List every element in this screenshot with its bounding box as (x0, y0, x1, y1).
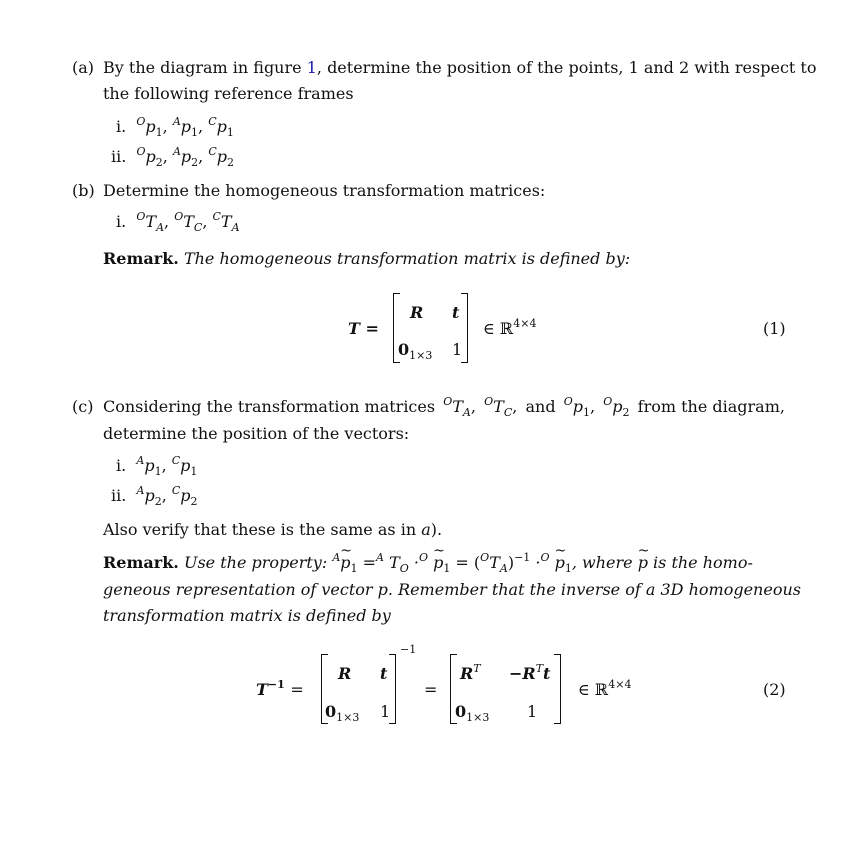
inv-matrix-one: 1 (380, 702, 391, 721)
result-bracket-right (554, 654, 561, 724)
frame-sup: C (208, 115, 217, 128)
eq2-equals: = (424, 680, 438, 699)
part-c-text: Considering the transformation matrices (103, 397, 436, 416)
remark-label: Remark. (103, 249, 179, 268)
eq1-space (483, 319, 536, 338)
frame-sup: O (136, 145, 146, 158)
vector-p: p (145, 147, 156, 166)
eq2-number: (2) (763, 680, 786, 699)
frame-sup: O (136, 210, 146, 223)
vector-p: p (180, 147, 192, 166)
inv-matrix-t: t (380, 664, 388, 683)
remark-label: Remark. (103, 553, 179, 572)
vector-p: p (180, 117, 192, 136)
inv-exponent: −1 (400, 643, 417, 656)
part-c-line-2: determine the position of the vectors: (103, 424, 410, 443)
vector-p: p (216, 147, 227, 166)
result-RT: $R^T$ (460, 662, 481, 683)
matrix-T: T (183, 212, 194, 231)
item-label: i. (116, 117, 127, 136)
part-c-item-1: i. $^Ap_1$, $^Cp_1$ (116, 454, 198, 478)
inv-matrix-zero: $0_{1\times 3}$ (325, 702, 360, 724)
matrix-sub: A (231, 221, 240, 234)
p-tilde: ~ p (638, 553, 648, 572)
part-a-text-post: , determine the position of the points, 1 and 2 with respect to (316, 58, 817, 77)
part-c-label: (c) (72, 397, 94, 416)
part-a-line-2: the following reference frames (103, 84, 354, 103)
matrix-sub: A (156, 221, 165, 234)
item-label: i. (116, 212, 127, 231)
verify-text: Also verify that these is the same as in (103, 520, 417, 539)
vector-sub: 1 (155, 126, 163, 139)
figure-link[interactable]: 1 (306, 58, 317, 77)
matrix-OTA: $^OT_A$, (443, 395, 476, 419)
eq2-lhs: $T^{-1}$ = (256, 678, 304, 699)
lhs-T: T (256, 680, 268, 699)
verify-line (103, 520, 442, 539)
part-a-item-1: i. $^Op_1$, $^Ap_1$, $^Cp_1$ (116, 115, 234, 139)
frame-sup: O (174, 210, 184, 223)
part-b-item-1: i. $^OT_A$, $^OT_C$, $^CT_A$ (116, 210, 240, 234)
matrix-t: t (452, 303, 460, 322)
remark-text: The homogeneous transformation matrix is defined by: (183, 249, 631, 268)
frame-sup: C (208, 145, 217, 158)
result-neg-RTt: $-R^Tt$ (509, 662, 551, 683)
vector-sub: 1 (191, 126, 199, 139)
property-equation: $^A$~ $p_1 =^A$ $T_O \cdot^O$ ~ $p_1 = (^OT_A)^{-1} \cdot^O$ ~ $p_1$ (332, 553, 572, 572)
matrix-sub: C (193, 221, 203, 234)
part-c-item-2: ii. $^Ap_2$, $^Cp_2$ (111, 484, 198, 508)
part-b-label: (b) (72, 181, 95, 200)
eq2-space: ∈ ℝ$^{4\times 4}$ (578, 678, 632, 699)
vector-sub: 2 (155, 156, 163, 169)
from-text: from the diagram, (637, 397, 785, 416)
remark-2-line-1 (103, 551, 785, 575)
frame-sup: A (172, 115, 181, 128)
part-a-line-1 (103, 58, 816, 77)
matrix-T: T (220, 212, 232, 231)
lhs-exp: −1 (267, 678, 285, 691)
remark-where: , where (571, 553, 633, 572)
inv-matrix-R: R (338, 664, 352, 683)
vector-Op1: $^Op_1$, (563, 395, 596, 419)
remark-2-line-2: geneous representation of vector p. Remember that the inverse of a 3D homogeneous (103, 580, 801, 599)
vector-sub: 1 (226, 126, 234, 139)
matrix-one: 1 (452, 340, 463, 359)
frame-sup: A (172, 145, 181, 158)
eq1-lhs: T = (348, 319, 379, 338)
space-exp: 4×4 (513, 317, 537, 330)
and-word: and (525, 397, 556, 416)
matrix-OTC: $^OT_C$, (484, 395, 518, 419)
remark-2-line-3: transformation matrix is defined by (103, 606, 391, 625)
remark-use: Use the property: (183, 553, 328, 572)
vector-sub: 2 (191, 156, 199, 169)
verify-post: ). (430, 520, 443, 539)
item-label: ii. (111, 486, 127, 505)
part-a-text-pre: By the diagram in figure (103, 58, 302, 77)
vector-p: p (145, 117, 156, 136)
part-a-label: (a) (72, 58, 95, 77)
result-one: 1 (527, 702, 538, 721)
remark-1 (103, 249, 630, 268)
vector-sub: 2 (227, 156, 234, 169)
frame-sup: C (212, 210, 221, 223)
space-symbol: ∈ ℝ (483, 319, 514, 338)
remark-homo: is the homo- (653, 553, 753, 572)
vector-p: p (216, 117, 227, 136)
item-label: ii. (111, 147, 127, 166)
verify-ref: a (421, 520, 431, 539)
part-a-item-2: ii. $^Op_2$, $^Ap_2$, $^Cp_2$ (111, 145, 234, 169)
part-b-text: Determine the homogeneous transformation matrices: (103, 181, 546, 200)
part-c-line-1 (103, 395, 785, 419)
item-label: i. (116, 456, 127, 475)
eq1-number: (1) (763, 319, 786, 338)
zero-sub: 1×3 (409, 349, 433, 362)
matrix-T: T (145, 212, 157, 231)
matrix-R: R (410, 303, 424, 322)
vector-Op2: $^Op_2$ (603, 395, 630, 419)
zero-symbol: 0 (398, 340, 410, 359)
matrix-zero (398, 340, 433, 362)
frame-sup: O (136, 115, 146, 128)
result-zero: $0_{1\times 3}$ (455, 702, 490, 724)
